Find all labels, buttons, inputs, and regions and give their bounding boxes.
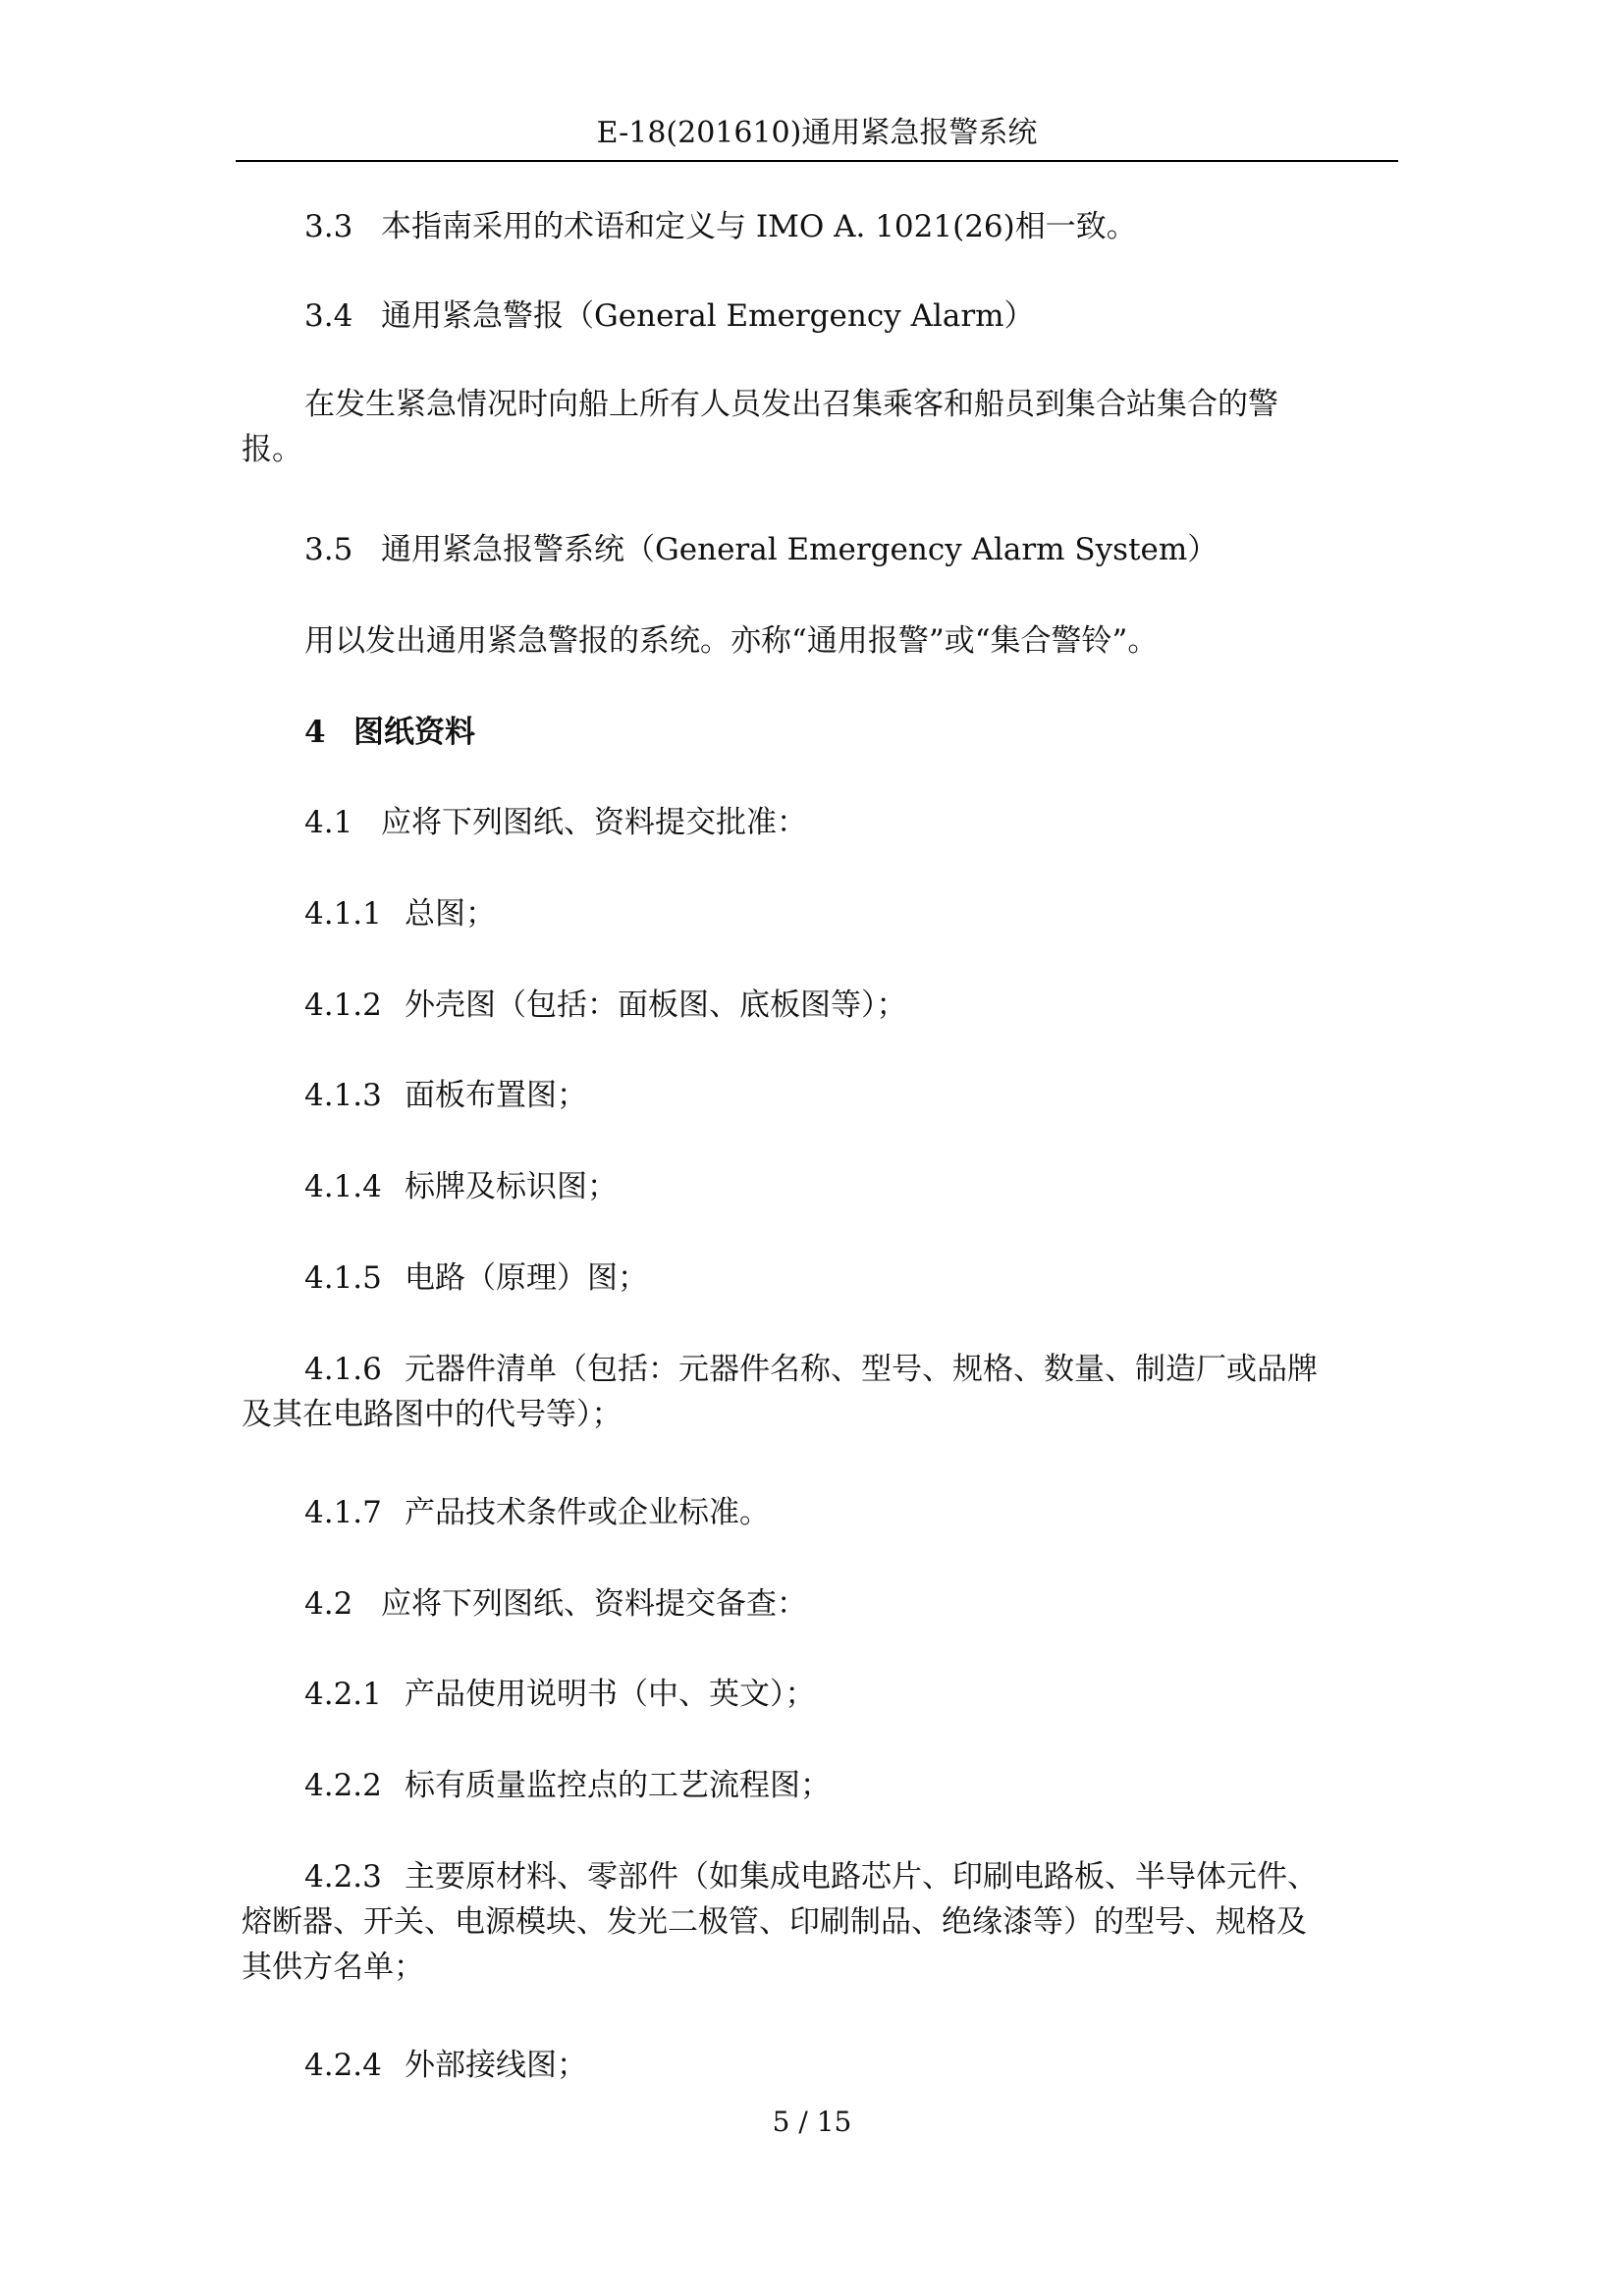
clause-text: 产品技术条件或企业标准。	[405, 1495, 770, 1530]
clause-number: 4.1.7	[304, 1495, 382, 1530]
clause-4-1-3	[304, 1073, 587, 1118]
clause-3-5	[304, 527, 1218, 572]
clause-text: 总图；	[405, 896, 496, 932]
clause-text: 电路（原理）图；	[405, 1260, 648, 1296]
clause-4-1	[304, 800, 807, 845]
clause-text: 元器件清单（包括：元器件名称、型号、规格、数量、制造厂或品牌	[405, 1352, 1318, 1387]
page-number: 5 / 15	[772, 2106, 852, 2138]
clause-text: 主要原材料、零部件（如集成电路芯片、印刷电路板、半导体元件、	[405, 1859, 1318, 1895]
clause-text: 外部接线图；	[405, 2048, 587, 2083]
clause-3-4	[304, 294, 1035, 339]
clause-4-1-4	[304, 1164, 618, 1209]
clause-text: 面板布置图；	[405, 1078, 587, 1113]
clause-text: 应将下列图纸、资料提交备查：	[381, 1586, 807, 1622]
section-4-heading	[304, 710, 475, 755]
clause-line: 其供方名单；	[242, 1949, 424, 1985]
section-number: 4	[304, 715, 326, 750]
definition-line: 在发生紧急情况时向船上所有人员发出召集乘客和船员到集合站集合的警	[304, 387, 1278, 422]
clause-line: 及其在电路图中的代号等）；	[242, 1397, 623, 1432]
clause-number: 4.1.6	[304, 1352, 382, 1387]
page-header: E-18(201610)通用紧急报警系统	[596, 116, 1038, 150]
clause-text: 通用紧急报警系统（General Emergency Alarm System）	[381, 532, 1218, 567]
clause-text: 通用紧急警报（General Emergency Alarm）	[381, 298, 1035, 334]
clause-4-1-7	[304, 1490, 770, 1535]
clause-4-1-5	[304, 1255, 648, 1301]
definition-3-5: 用以发出通用紧急警报的系统。亦称“通用报警”或“集合警铃”。	[304, 623, 1159, 659]
clause-number: 3.5	[304, 532, 353, 567]
clause-number: 4.1.3	[304, 1078, 382, 1113]
clause-number: 4.1.5	[304, 1260, 382, 1296]
clause-text: 应将下列图纸、资料提交批准：	[381, 805, 807, 840]
clause-number: 4.1.2	[304, 988, 382, 1023]
clause-number: 4.1.1	[304, 896, 382, 932]
clause-number: 4.2.1	[304, 1677, 382, 1712]
clause-4-1-2	[304, 983, 907, 1028]
clause-4-2-4	[304, 2043, 587, 2088]
clause-number: 4.2	[304, 1586, 353, 1622]
header-divider	[236, 160, 1398, 162]
clause-text: 产品使用说明书（中、英文）；	[405, 1677, 816, 1712]
clause-number: 3.3	[304, 209, 353, 244]
clause-text: 本指南采用的术语和定义与 IMO A. 1021(26)相一致。	[381, 209, 1137, 244]
clause-number: 3.4	[304, 298, 353, 334]
clause-number: 4.1.4	[304, 1169, 382, 1204]
clause-number: 4.2.3	[304, 1859, 382, 1895]
clause-line: 熔断器、开关、电源模块、发光二极管、印刷制品、绝缘漆等）的型号、规格及	[242, 1904, 1307, 1940]
definition-line: 报。	[242, 432, 302, 467]
clause-number: 4.2.2	[304, 1768, 382, 1803]
clause-number: 4.2.4	[304, 2048, 382, 2083]
section-title: 图纸资料	[353, 715, 475, 750]
clause-4-2-2	[304, 1763, 831, 1808]
clause-text: 外壳图（包括：面板图、底板图等）；	[405, 988, 907, 1023]
clause-text: 标牌及标识图；	[405, 1169, 618, 1204]
clause-4-2-1	[304, 1672, 816, 1717]
clause-3-3	[304, 204, 1137, 249]
clause-line	[304, 1854, 1318, 1899]
clause-text: 标有质量监控点的工艺流程图；	[405, 1768, 831, 1803]
clause-4-2	[304, 1581, 807, 1627]
clause-number: 4.1	[304, 805, 353, 840]
clause-4-1-1	[304, 891, 496, 936]
clause-line	[304, 1347, 1318, 1392]
